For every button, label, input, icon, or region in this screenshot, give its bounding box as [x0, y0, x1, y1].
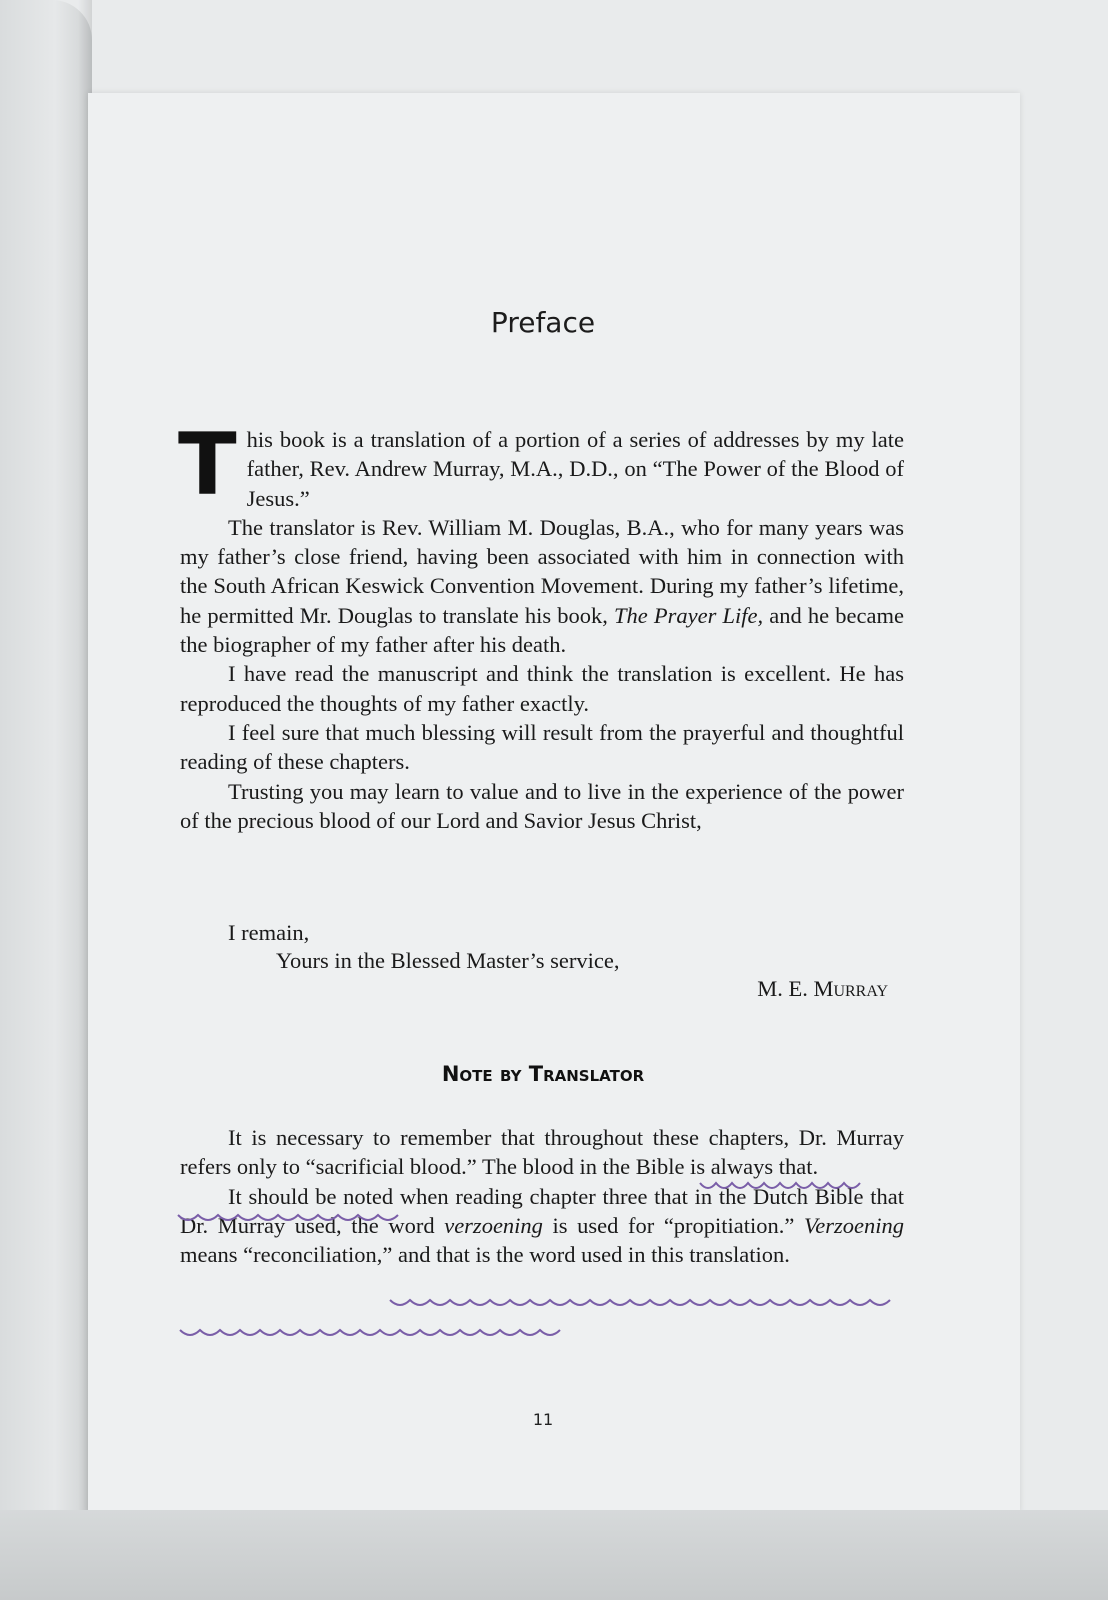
preface-title: Preface [490, 306, 596, 339]
note-paragraph-1: It is necessary to remember that throughout these chapters, Dr. Murray refers only to “sacrificial blood.” The blood in the Bible is always that. [180, 1125, 904, 1180]
closing-line-2: Yours in the Blessed Master’s service, [276, 948, 620, 973]
note-paragraph-2: It should be noted when reading chapter three that in the Dutch Bible that Dr. Murray used, the word verzoening is used for “propitiation.” Verzoening means “reconciliation,” and that is the word used in this translation. [180, 1183, 904, 1268]
preface-paragraph-4: I feel sure that much blessing will result from the prayerful and thoughtful reading of these chapters. [180, 719, 904, 775]
book-title-italic: The Prayer Life, [614, 602, 764, 628]
note-body [180, 1123, 904, 1269]
closing-line: I remain, [228, 920, 310, 945]
preface-paragraph-3: I have read the manuscript and think the translation is excellent. He has reproduced the thoughts of my father exactly. [180, 661, 904, 716]
preface-paragraph-5: Trusting you may learn to value and to live in the experience of the power of the precious blood of our Lord and Savior Jesus Christ, [180, 778, 904, 833]
preface-paragraph-1: This book is a translation of a portion of a series of addresses by my late father, Rev. Andrew Murray, M.A., D.D., on “The Power of the Blood of Jesus.” [178, 415, 904, 515]
left-page-edge [0, 0, 92, 1600]
page-number: 11 [532, 1410, 554, 1429]
signature: M. E. Murray [757, 976, 888, 1001]
drop-cap: T [178, 415, 237, 515]
note-title: Note by Translator [441, 1062, 645, 1086]
preface-paragraph-2: The translator is Rev. William M. Douglas, B.A., who for many years was my father’s close friend, having been associated with him in connection with the South African Keswick Convention Movement. During my father’s lifetime, he permitted Mr. Douglas to translate his book, The Prayer Life, and he became the biographer of my father after his death. [180, 514, 905, 658]
table-surface [0, 1510, 1108, 1600]
preface-body [178, 415, 905, 835]
